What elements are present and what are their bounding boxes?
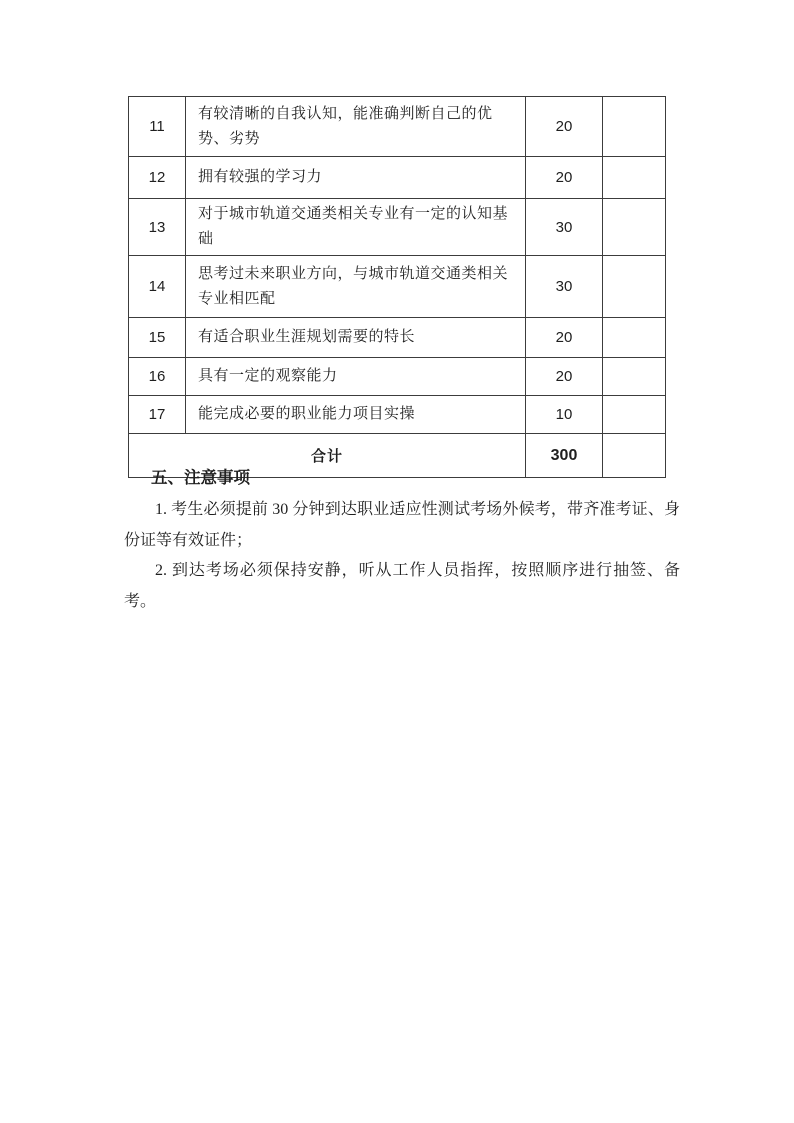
row-number: 14 <box>129 256 186 318</box>
row-number: 11 <box>129 97 186 157</box>
table-row <box>129 199 666 256</box>
table-row <box>129 97 666 157</box>
obtained-cell <box>603 97 666 157</box>
score-value: 20 <box>526 318 603 358</box>
obtained-cell <box>603 256 666 318</box>
obtained-cell <box>603 318 666 358</box>
criterion-text: 对于城市轨道交通类相关专业有一定的认知基础 <box>186 199 526 256</box>
score-value: 20 <box>526 358 603 396</box>
row-number: 13 <box>129 199 186 256</box>
criterion-text: 拥有较强的学习力 <box>186 157 526 199</box>
criterion-text: 能完成必要的职业能力项目实操 <box>186 396 526 434</box>
table-row <box>129 318 666 358</box>
total-score: 300 <box>526 434 603 478</box>
table-row <box>129 157 666 199</box>
criterion-text: 有较清晰的自我认知，能准确判断自己的优势、劣势 <box>186 97 526 157</box>
table-row <box>129 396 666 434</box>
note-item-1: 1. 考生必须提前 30 分钟到达职业适应性测试考场外候考，带齐准考证、身份证等有效证件； <box>124 501 680 549</box>
row-number: 12 <box>129 157 186 199</box>
row-number: 17 <box>129 396 186 434</box>
note-item-2: 2. 到达考场必须保持安静，听从工作人员指挥，按照顺序进行抽签、备考。 <box>124 562 680 610</box>
table-row <box>129 358 666 396</box>
score-value: 10 <box>526 396 603 434</box>
score-value: 30 <box>526 256 603 318</box>
criterion-text: 有适合职业生涯规划需要的特长 <box>186 318 526 358</box>
total-label: 合计 <box>129 434 526 478</box>
score-value: 30 <box>526 199 603 256</box>
score-table <box>128 96 666 478</box>
criterion-text: 具有一定的观察能力 <box>186 358 526 396</box>
notes-section <box>124 464 680 617</box>
score-value: 20 <box>526 97 603 157</box>
row-number: 15 <box>129 318 186 358</box>
obtained-cell <box>603 199 666 256</box>
score-value: 20 <box>526 157 603 199</box>
obtained-cell <box>603 358 666 396</box>
obtained-cell <box>603 396 666 434</box>
table-row <box>129 256 666 318</box>
row-number: 16 <box>129 358 186 396</box>
criterion-text: 思考过未来职业方向，与城市轨道交通类相关专业相匹配 <box>186 256 526 318</box>
notes-heading: 五、注意事项 <box>151 469 250 487</box>
obtained-cell <box>603 157 666 199</box>
